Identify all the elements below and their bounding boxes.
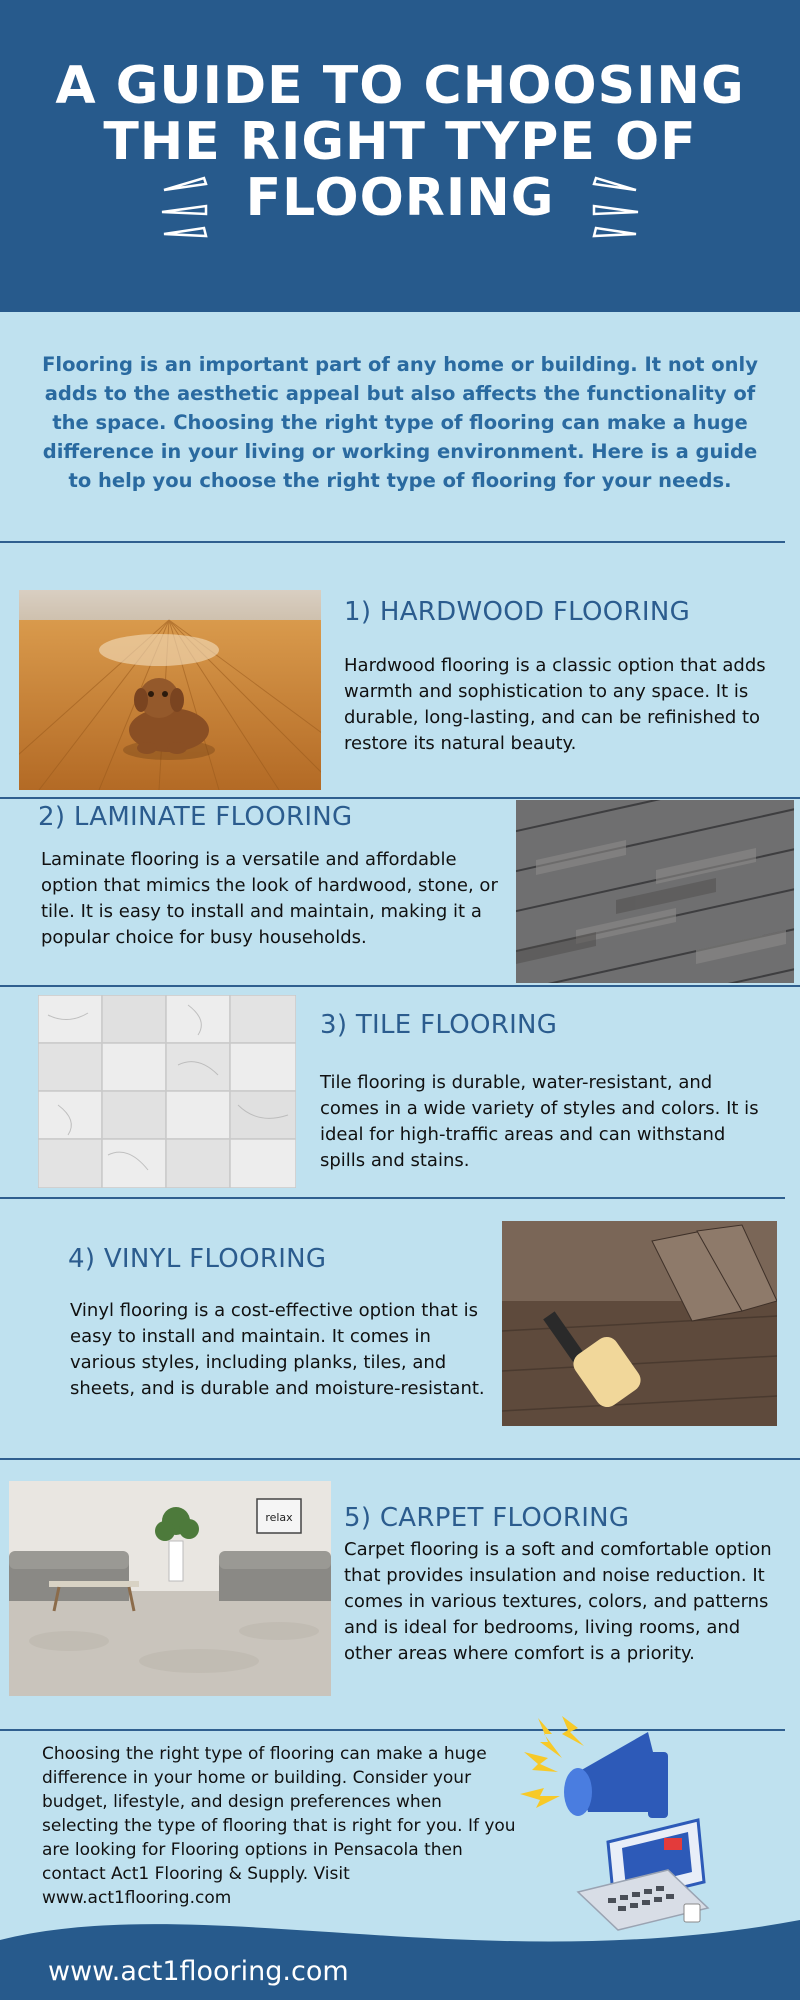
title-line-1: A GUIDE TO CHOOSING	[55, 56, 745, 116]
section-heading-carpet: 5) CARPET FLOORING	[344, 1503, 630, 1533]
section-heading-vinyl: 4) VINYL FLOORING	[68, 1244, 327, 1274]
section-body-vinyl: Vinyl flooring is a cost-effective option that is easy to install and maintain. It comes in various styles, including planks, tiles, and sheets, and is durable and moisture-resistant.	[70, 1300, 485, 1399]
divider	[0, 985, 800, 987]
closing-paragraph: Choosing the right type of flooring can make a huge difference in your home or building. Consider your budget, lifestyle, and design preferences when selecting the type of flooring that is right for you. If you are looking for Flooring options in Pensacola then contact Act1 Flooring & Supply. Visit www.act1flooring.com	[42, 1744, 516, 1908]
megaphone-laptop-icon	[518, 1712, 718, 1932]
section-body-tile: Tile flooring is durable, water-resistant, and comes in a wide variety of styles and colors. It is ideal for high-traffic areas and can withstand spills and stains.	[320, 1072, 759, 1171]
divider	[0, 797, 800, 799]
section-body-carpet: Carpet flooring is a soft and comfortable option that provides insulation and noise reduction. It comes in various textures, colors, and patterns and is ideal for bedrooms, living rooms, and other areas where comfort is a priority.	[344, 1539, 772, 1664]
intro-paragraph: Flooring is an important part of any home or building. It not only adds to the aesthetic appeal but also affects the functionality of the space. Choosing the right type of flooring can make a huge difference in your living or working environment. Here is a guide to help you choose the right type of flooring for your needs.	[42, 353, 758, 492]
divider	[0, 541, 785, 543]
laminate-floor-photo	[516, 800, 794, 983]
burst-lines-left-icon	[160, 176, 210, 248]
section-heading-laminate: 2) LAMINATE FLOORING	[38, 802, 353, 832]
tile-floor-photo	[38, 995, 296, 1188]
divider	[0, 1458, 800, 1460]
hardwood-floor-photo	[19, 590, 321, 790]
title-line-2: THE RIGHT TYPE OF	[103, 112, 697, 172]
title-line-3: FLOORING	[245, 168, 555, 228]
burst-lines-right-icon	[590, 176, 640, 248]
section-heading-tile: 3) TILE FLOORING	[320, 1010, 558, 1040]
vinyl-floor-photo	[502, 1221, 777, 1426]
carpet-floor-photo	[9, 1481, 331, 1696]
wall-art-text: relax	[265, 1511, 293, 1524]
page-title	[40, 58, 760, 226]
divider	[0, 1197, 785, 1199]
footer-website-url: www.act1flooring.com	[48, 1956, 349, 1987]
section-body-laminate: Laminate flooring is a versatile and affordable option that mimics the look of hardwood, stone, or tile. It is easy to install and maintain, making it a popular choice for busy households.	[41, 849, 498, 948]
section-heading-hardwood: 1) HARDWOOD FLOORING	[344, 597, 691, 627]
section-body-hardwood: Hardwood flooring is a classic option that adds warmth and sophistication to any space. It is durable, long-lasting, and can be refinished to restore its natural beauty.	[344, 655, 766, 754]
